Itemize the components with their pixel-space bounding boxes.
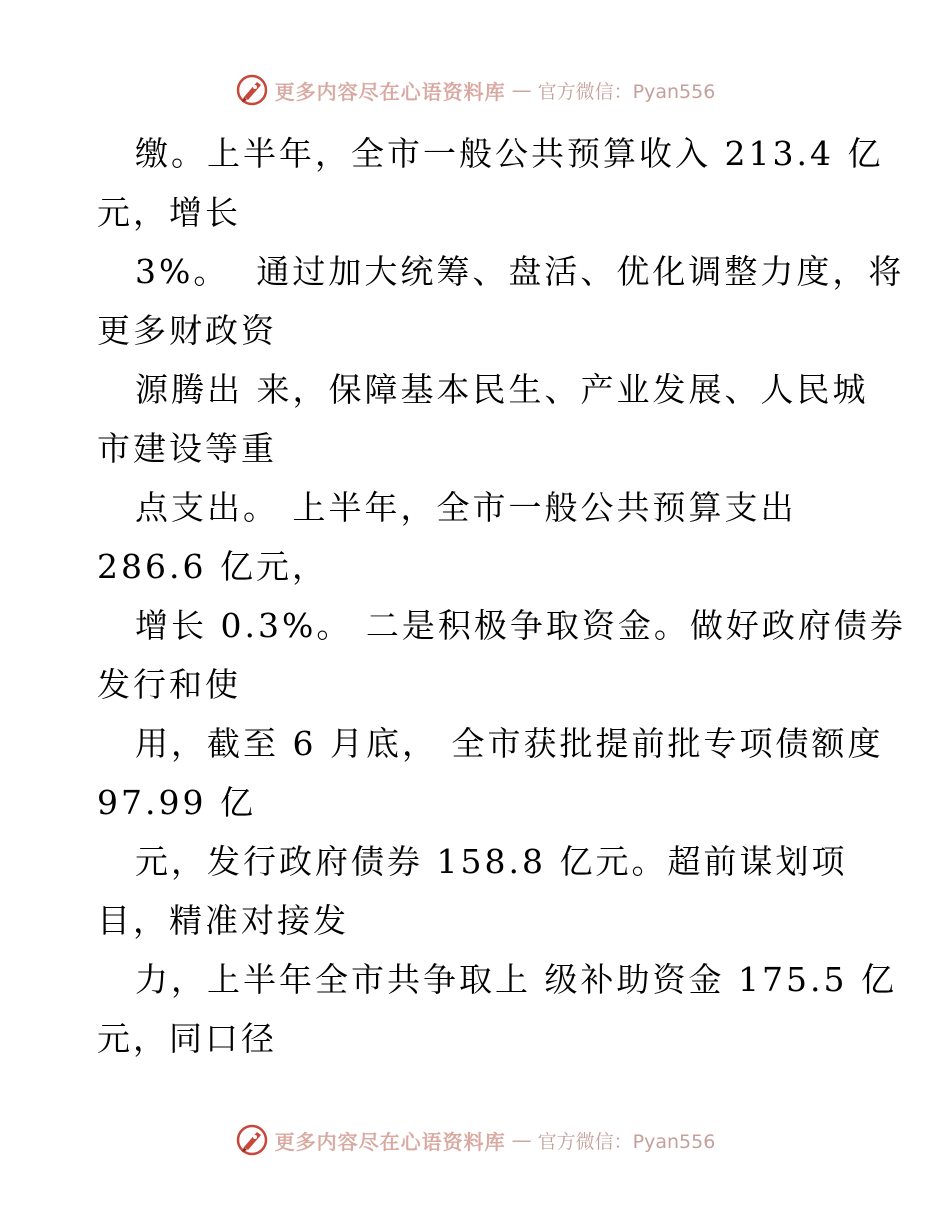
text-line: 286.6 亿元， — [97, 547, 328, 586]
pen-logo-icon — [235, 73, 269, 107]
text-line: 元，增长 — [97, 193, 241, 232]
pen-logo-icon — [235, 1123, 269, 1157]
text-line: 97.99 亿 — [97, 783, 256, 822]
text-line: 点支出。 上半年，全市一般公共预算支出 — [135, 488, 797, 527]
watermark-wechat: 官方微信：Pyan556 — [537, 1130, 716, 1153]
text-line: 3%。 通过加大统筹、盘活、优化调整力度，将 — [135, 252, 905, 291]
header-watermark — [0, 70, 950, 110]
text-line: 市建设等重 — [97, 429, 277, 468]
watermark-dash: — — [511, 78, 532, 102]
text-line: 源腾出 来，保障基本民生、产业发展、人民城 — [135, 370, 869, 409]
text-line: 目，精准对接发 — [97, 901, 349, 940]
watermark-text: 更多内容尽在心语资料库 — [274, 1129, 506, 1154]
text-line: 更多财政资 — [97, 311, 277, 350]
text-line: 元，同口径 — [97, 1019, 277, 1058]
watermark-wechat: 官方微信：Pyan556 — [537, 80, 716, 103]
footer-watermark — [0, 1120, 950, 1160]
watermark-text: 更多内容尽在心语资料库 — [274, 79, 506, 104]
text-line: 用，截至 6 月底， 全市获批提前批专项债额度 — [135, 724, 884, 763]
text-line: 元，发行政府债券 158.8 亿元。超前谋划项 — [135, 842, 848, 881]
text-line: 增长 0.3%。 二是积极争取资金。做好政府债券 — [135, 606, 906, 645]
text-line: 发行和使 — [97, 665, 241, 704]
document-body — [97, 124, 906, 1068]
watermark-dash: — — [511, 1128, 532, 1152]
text-line: 缴。上半年，全市一般公共预算收入 213.4 亿 — [135, 134, 884, 173]
text-line: 力，上半年全市共争取上 级补助资金 175.5 亿 — [135, 960, 897, 999]
